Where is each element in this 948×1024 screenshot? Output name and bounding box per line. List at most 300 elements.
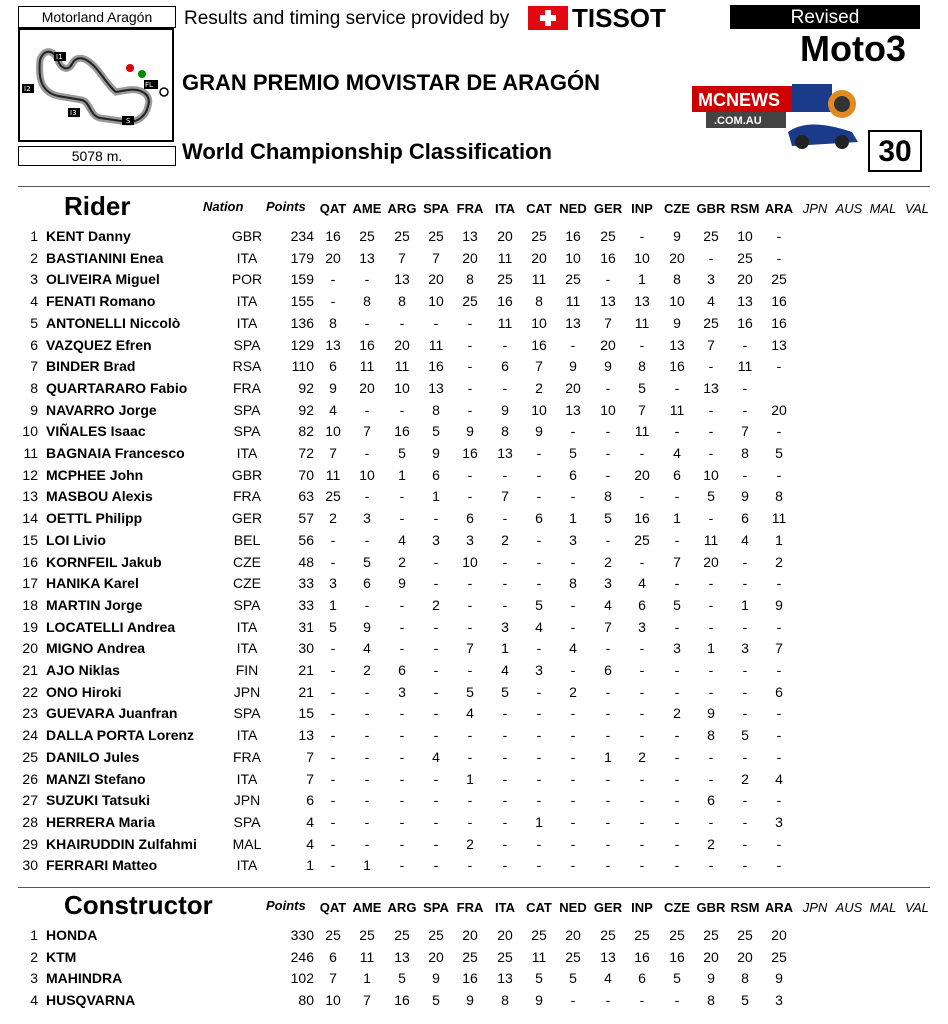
- rider-name: ANTONELLI Niccolò: [46, 314, 181, 331]
- race-result: -: [776, 618, 782, 635]
- race-result: 13: [359, 249, 375, 266]
- race-result: -: [570, 553, 576, 570]
- rider-name: MCPHEE John: [46, 466, 144, 483]
- points: 82: [298, 423, 314, 440]
- race-result: -: [570, 835, 576, 852]
- race-result: -: [674, 835, 680, 852]
- race-result: 13: [428, 379, 444, 396]
- nation: FRA: [233, 748, 261, 765]
- race-result: -: [605, 423, 611, 440]
- race-result: 6: [432, 466, 440, 483]
- race-header-rsm: RSM: [730, 201, 760, 216]
- race-result: -: [330, 748, 336, 765]
- race-result: -: [467, 336, 473, 353]
- nation: ITA: [236, 857, 258, 874]
- race-result: 5: [673, 970, 681, 986]
- race-result: -: [330, 553, 336, 570]
- race-header-ger: GER: [593, 201, 623, 216]
- race-header-ned: NED: [559, 201, 587, 216]
- points: 4: [306, 835, 314, 852]
- race-result: -: [570, 770, 576, 787]
- race-result: 13: [703, 379, 719, 396]
- race-header-arg: ARG: [387, 900, 417, 915]
- race-result: 7: [741, 423, 749, 440]
- position: 30: [22, 857, 38, 874]
- race-result: -: [776, 423, 782, 440]
- position: 7: [30, 358, 38, 375]
- circuit-name: Motorland Aragón: [18, 6, 176, 28]
- race-result: -: [330, 683, 336, 700]
- race-result: 5: [638, 379, 646, 396]
- points: 159: [290, 271, 314, 288]
- race-result: -: [639, 553, 645, 570]
- nation: MAL: [232, 835, 262, 852]
- race-result: -: [570, 618, 576, 635]
- race-result: 10: [600, 401, 616, 418]
- points: 72: [298, 445, 314, 461]
- race-result: -: [639, 488, 645, 505]
- race-result: 3: [466, 531, 474, 548]
- race-result: 8: [398, 293, 406, 310]
- race-result: -: [708, 358, 714, 375]
- race-result: 25: [497, 948, 513, 965]
- rider-name: LOI Livio: [46, 531, 106, 548]
- race-result: 20: [462, 927, 478, 943]
- race-result: 2: [466, 835, 474, 852]
- race-result: 11: [359, 948, 375, 965]
- race-result: 6: [707, 792, 715, 809]
- race-result: 1: [535, 813, 543, 830]
- race-header-gbr: GBR: [696, 900, 726, 915]
- race-result: -: [639, 336, 645, 353]
- race-result: -: [433, 553, 439, 570]
- constructor-section-title: Constructor: [64, 890, 213, 920]
- race-result: -: [674, 748, 680, 765]
- race-result: -: [467, 466, 473, 483]
- race-result: -: [536, 770, 542, 787]
- race-header-cze: CZE: [664, 201, 690, 216]
- race-result: -: [605, 792, 611, 809]
- race-header-spa: SPA: [423, 900, 449, 915]
- race-result: 20: [737, 948, 753, 965]
- race-result: -: [570, 596, 576, 613]
- race-result: 9: [673, 228, 681, 244]
- race-result: 6: [569, 466, 577, 483]
- race-result: 7: [329, 445, 337, 461]
- race-result: 1: [569, 510, 577, 527]
- race-result: 6: [466, 510, 474, 527]
- race-result: 16: [531, 336, 547, 353]
- race-result: 8: [673, 271, 681, 288]
- race-result: -: [399, 748, 405, 765]
- race-result: 16: [394, 423, 410, 440]
- race-result: -: [502, 553, 508, 570]
- race-result: 20: [325, 249, 341, 266]
- table-row: [0, 445, 948, 466]
- race-result: -: [708, 683, 714, 700]
- rider-name: KENT Danny: [46, 228, 131, 244]
- race-result: -: [674, 618, 680, 635]
- race-result: 20: [771, 927, 787, 943]
- race-header-jpn: JPN: [802, 201, 828, 216]
- race-result: 25: [531, 228, 547, 244]
- race-result: -: [399, 618, 405, 635]
- race-result: 2: [363, 662, 371, 678]
- race-result: -: [674, 531, 680, 548]
- race-result: 10: [634, 249, 650, 266]
- race-result: 16: [634, 948, 650, 965]
- race-result: 13: [565, 401, 581, 418]
- race-header-gbr: GBR: [696, 201, 726, 216]
- race-result: -: [605, 445, 611, 461]
- race-result: 16: [565, 228, 581, 244]
- race-result: 10: [462, 553, 478, 570]
- race-result: 13: [669, 336, 685, 353]
- race-header-qat: QAT: [319, 201, 347, 216]
- table-row: [0, 250, 948, 271]
- race-result: -: [708, 857, 714, 874]
- race-result: 8: [741, 445, 749, 461]
- race-result: 20: [703, 948, 719, 965]
- race-result: 13: [325, 336, 341, 353]
- nation: CZE: [233, 553, 261, 570]
- race-result: 1: [673, 510, 681, 527]
- rider-name: MARTIN Jorge: [46, 596, 143, 613]
- race-header-spa: SPA: [423, 201, 449, 216]
- race-result: 6: [673, 466, 681, 483]
- race-result: -: [467, 314, 473, 331]
- points: 246: [290, 948, 314, 965]
- rider-name: ONO Hiroki: [46, 683, 122, 700]
- nation: FRA: [233, 488, 261, 505]
- race-result: 11: [634, 423, 650, 440]
- race-header-cat: CAT: [526, 201, 552, 216]
- table-row: [0, 970, 948, 991]
- constructor-name: HONDA: [46, 927, 98, 943]
- race-result: -: [330, 813, 336, 830]
- race-result: -: [502, 379, 508, 396]
- nation: SPA: [233, 705, 261, 722]
- race-result: -: [433, 835, 439, 852]
- race-header-ned: NED: [559, 900, 587, 915]
- race-result: -: [364, 314, 370, 331]
- race-result: -: [536, 531, 542, 548]
- race-result: -: [433, 705, 439, 722]
- race-result: -: [433, 813, 439, 830]
- nation: ITA: [236, 640, 258, 657]
- race-result: 4: [638, 575, 646, 592]
- event-title: GRAN PREMIO MOVISTAR DE ARAGÓN: [182, 70, 601, 95]
- race-header-ger: GER: [593, 900, 623, 915]
- race-result: -: [330, 271, 336, 288]
- table-row: [0, 814, 948, 835]
- race-result: 16: [462, 445, 478, 461]
- race-result: 6: [398, 662, 406, 678]
- race-result: -: [708, 596, 714, 613]
- position: 2: [30, 249, 38, 266]
- race-result: 20: [771, 401, 787, 418]
- race-result: -: [536, 705, 542, 722]
- race-result: -: [776, 705, 782, 722]
- table-row: [0, 836, 948, 857]
- race-result: 16: [325, 228, 341, 244]
- race-result: -: [639, 835, 645, 852]
- rider-name: AJO Niklas: [46, 662, 120, 678]
- svg-text:.COM.AU: .COM.AU: [714, 115, 762, 127]
- class-name: Moto3: [800, 28, 906, 69]
- position: 28: [22, 813, 38, 830]
- race-result: 1: [741, 596, 749, 613]
- race-result: -: [364, 683, 370, 700]
- race-result: -: [536, 683, 542, 700]
- position: 15: [22, 531, 38, 548]
- svg-text:I1: I1: [56, 53, 63, 61]
- nation: GBR: [231, 228, 263, 244]
- race-result: 4: [466, 705, 474, 722]
- race-result: 8: [638, 358, 646, 375]
- race-result: 7: [398, 249, 406, 266]
- race-result: 4: [604, 970, 612, 986]
- race-result: -: [364, 271, 370, 288]
- svg-text:MCNEWS: MCNEWS: [698, 90, 780, 110]
- race-result: 11: [669, 401, 685, 418]
- race-header-rsm: RSM: [730, 900, 760, 915]
- race-result: 5: [432, 991, 440, 1008]
- race-result: -: [364, 792, 370, 809]
- table-row: [0, 771, 948, 792]
- table-row: [0, 315, 948, 336]
- race-result: 25: [703, 314, 719, 331]
- provider-text: Results and timing service provided by: [184, 8, 510, 29]
- race-result: -: [330, 835, 336, 852]
- race-result: 1: [775, 531, 783, 548]
- nation: JPN: [233, 792, 261, 809]
- points: 63: [298, 488, 314, 505]
- position: 23: [22, 705, 38, 722]
- race-result: 4: [535, 618, 543, 635]
- race-result: -: [674, 991, 680, 1008]
- race-result: 13: [497, 445, 513, 461]
- race-result: -: [399, 835, 405, 852]
- race-result: 1: [466, 770, 474, 787]
- track-layout-icon: [20, 30, 172, 140]
- rider-name: MANZI Stefano: [46, 770, 146, 787]
- race-result: 6: [329, 358, 337, 375]
- race-result: 16: [669, 948, 685, 965]
- race-result: -: [639, 857, 645, 874]
- table-row: [0, 467, 948, 488]
- race-result: 4: [604, 596, 612, 613]
- table-row: [0, 293, 948, 314]
- race-result: 25: [497, 271, 513, 288]
- race-header-ara: ARA: [764, 900, 794, 915]
- constructor-name: KTM: [46, 948, 77, 965]
- race-result: 11: [359, 358, 375, 375]
- race-result: 25: [531, 927, 547, 943]
- race-result: 20: [669, 249, 685, 266]
- race-result: -: [776, 835, 782, 852]
- table-row: [0, 749, 948, 770]
- race-result: 16: [462, 970, 478, 986]
- race-result: 16: [669, 358, 685, 375]
- race-result: 10: [428, 293, 444, 310]
- race-result: 8: [535, 293, 543, 310]
- race-result: -: [467, 857, 473, 874]
- nation: RSA: [232, 358, 262, 375]
- race-result: -: [742, 575, 748, 592]
- race-result: 2: [329, 510, 337, 527]
- race-result: -: [364, 488, 370, 505]
- race-result: 6: [535, 510, 543, 527]
- race-result: 7: [673, 553, 681, 570]
- race-result: -: [742, 618, 748, 635]
- race-result: -: [674, 813, 680, 830]
- race-header-fra: FRA: [456, 900, 484, 915]
- position: 24: [22, 727, 38, 744]
- race-result: 5: [432, 423, 440, 440]
- position: 3: [30, 970, 38, 986]
- race-result: 20: [634, 466, 650, 483]
- race-header-ita: ITA: [495, 201, 515, 216]
- race-result: -: [536, 575, 542, 592]
- race-result: 20: [497, 228, 513, 244]
- race-result: 6: [638, 596, 646, 613]
- race-result: 20: [565, 379, 581, 396]
- race-result: 20: [428, 948, 444, 965]
- race-result: 16: [737, 314, 753, 331]
- points: 80: [298, 991, 314, 1008]
- points: 21: [298, 683, 314, 700]
- race-result: -: [364, 748, 370, 765]
- race-result: -: [536, 727, 542, 744]
- race-result: 3: [775, 991, 783, 1008]
- race-result: -: [708, 770, 714, 787]
- race-result: 9: [535, 991, 543, 1008]
- race-result: -: [536, 748, 542, 765]
- race-result: -: [433, 314, 439, 331]
- race-result: -: [674, 770, 680, 787]
- race-header-inp: INP: [631, 201, 653, 216]
- race-result: -: [502, 575, 508, 592]
- points: 15: [298, 705, 314, 722]
- race-result: -: [467, 748, 473, 765]
- tissot-logo: [528, 2, 666, 33]
- nation: FIN: [235, 662, 259, 678]
- race-result: 10: [669, 293, 685, 310]
- points: 33: [298, 575, 314, 592]
- race-result: 20: [359, 379, 375, 396]
- race-result: 11: [634, 314, 650, 331]
- table-row: [0, 640, 948, 661]
- race-result: 8: [741, 970, 749, 986]
- race-result: 11: [497, 314, 513, 331]
- race-result: -: [330, 640, 336, 657]
- race-result: -: [776, 228, 782, 244]
- position: 12: [22, 466, 38, 483]
- race-result: -: [467, 813, 473, 830]
- rider-name: QUARTARARO Fabio: [46, 379, 188, 396]
- race-result: 9: [673, 314, 681, 331]
- nation: POR: [231, 271, 263, 288]
- race-result: -: [502, 596, 508, 613]
- race-result: 13: [737, 293, 753, 310]
- race-result: -: [330, 857, 336, 874]
- race-result: -: [605, 857, 611, 874]
- race-result: 13: [634, 293, 650, 310]
- constructor-name: HUSQVARNA: [46, 991, 136, 1008]
- race-result: 2: [432, 596, 440, 613]
- rider-name: MASBOU Alexis: [46, 488, 153, 505]
- race-result: 5: [569, 445, 577, 461]
- race-result: 4: [329, 401, 337, 418]
- nation: SPA: [233, 423, 261, 440]
- race-result: 8: [604, 488, 612, 505]
- race-result: -: [639, 991, 645, 1008]
- nation: ITA: [236, 770, 258, 787]
- race-result: 10: [565, 249, 581, 266]
- race-result: 10: [737, 228, 753, 244]
- race-result: -: [536, 445, 542, 461]
- race-result: 25: [771, 948, 787, 965]
- race-result: -: [674, 379, 680, 396]
- rider-name: DANILO Jules: [46, 748, 140, 765]
- race-result: 9: [741, 488, 749, 505]
- race-result: -: [674, 662, 680, 678]
- points: 155: [290, 293, 314, 310]
- points: 13: [298, 727, 314, 744]
- race-result: -: [399, 314, 405, 331]
- race-result: -: [605, 705, 611, 722]
- race-header-ame: AME: [352, 900, 382, 915]
- race-result: -: [605, 640, 611, 657]
- points: 7: [306, 748, 314, 765]
- race-result: -: [639, 228, 645, 244]
- table-row: [0, 857, 948, 878]
- race-result: -: [502, 857, 508, 874]
- race-result: 10: [703, 466, 719, 483]
- race-header-ame: AME: [352, 201, 382, 216]
- race-result: -: [776, 466, 782, 483]
- table-row: [0, 684, 948, 705]
- race-result: -: [742, 336, 748, 353]
- race-result: -: [399, 770, 405, 787]
- race-result: -: [639, 792, 645, 809]
- points: 6: [306, 792, 314, 809]
- position: 11: [23, 445, 38, 461]
- points: 56: [298, 531, 314, 548]
- table-row: [0, 619, 948, 640]
- race-result: 25: [565, 948, 581, 965]
- race-result: 1: [707, 640, 715, 657]
- race-result: 11: [531, 948, 547, 965]
- race-result: -: [570, 748, 576, 765]
- race-result: 3: [604, 575, 612, 592]
- race-result: -: [433, 683, 439, 700]
- race-result: -: [467, 618, 473, 635]
- race-result: 10: [394, 379, 410, 396]
- race-result: 20: [394, 336, 410, 353]
- race-result: -: [742, 662, 748, 678]
- race-result: 6: [604, 662, 612, 678]
- race-result: -: [502, 336, 508, 353]
- race-result: 20: [703, 553, 719, 570]
- rider-name: KORNFEIL Jakub: [46, 553, 162, 570]
- race-result: 4: [775, 770, 783, 787]
- race-result: -: [433, 662, 439, 678]
- rider-name: BINDER Brad: [46, 358, 136, 375]
- race-result: 11: [428, 336, 444, 353]
- race-result: -: [330, 770, 336, 787]
